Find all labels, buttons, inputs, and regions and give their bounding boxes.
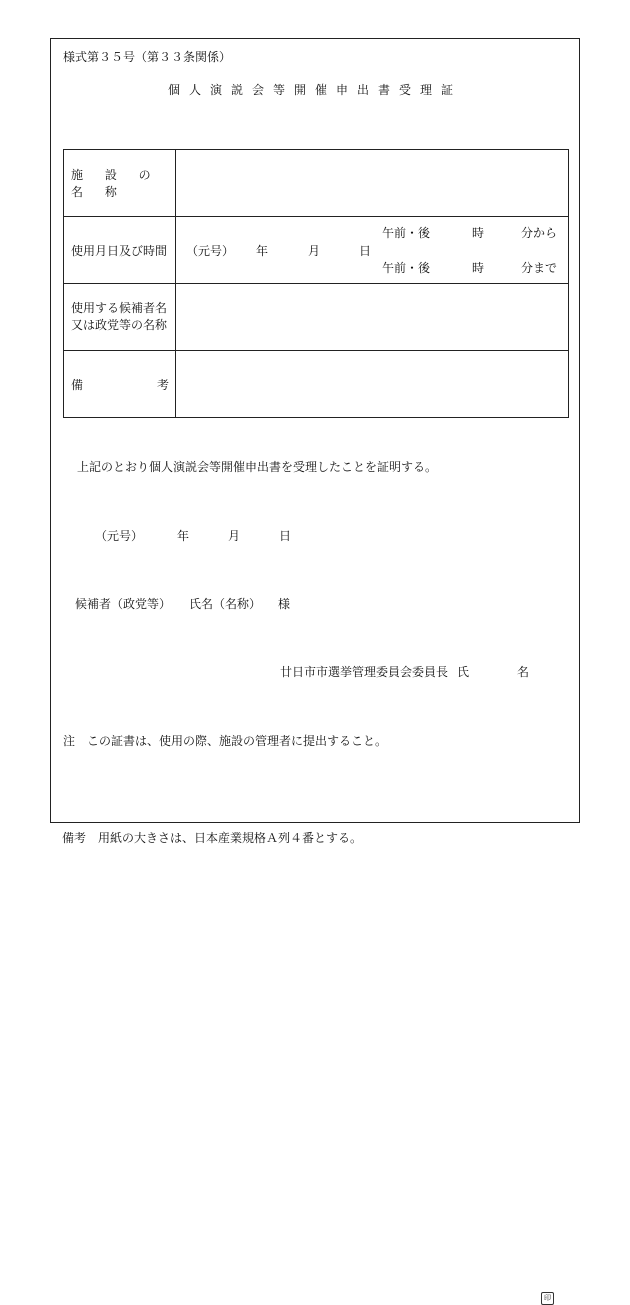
issue-day: 日: [279, 529, 292, 543]
remarks-row: [64, 351, 569, 418]
remarks-label-b: 考: [156, 377, 169, 392]
ampm-end: 午前・後: [382, 261, 431, 275]
chair-title: 廿日市市選挙管理委員会委員長: [280, 665, 449, 679]
hour-end: 時: [472, 261, 485, 275]
facility-label: 施 設 の 名 称: [64, 150, 176, 217]
month-label: 月: [308, 244, 321, 258]
candidate-party-label: 候補者（政党等）: [75, 597, 172, 611]
minute-from: 分から: [521, 226, 558, 240]
issue-year: 年: [177, 529, 190, 543]
facility-row: [64, 150, 569, 217]
day-label: 日: [359, 244, 372, 258]
document-title: 個人演説会等開催申出書受理証: [167, 83, 462, 97]
candidate-row: [64, 284, 569, 351]
minute-until: 分まで: [521, 261, 558, 275]
candidate-label-line1: 使用する候補者名: [71, 301, 168, 315]
candidate-label-line2: 又は政党等の名称: [71, 318, 168, 332]
info-table: [63, 149, 569, 418]
seal-icon: 印: [541, 1292, 554, 1305]
candidate-value: [176, 284, 569, 351]
facility-value: [176, 150, 569, 217]
remarks-label: [64, 351, 176, 418]
issue-month: 月: [228, 529, 241, 543]
year-label: 年: [256, 244, 269, 258]
ampm-start: 午前・後: [382, 226, 431, 240]
chair-mei: 名: [517, 665, 530, 679]
note-text: 注 この証書は、使用の際、施設の管理者に提出すること。: [63, 734, 388, 748]
datetime-label: 使用月日及び時間: [64, 217, 176, 284]
datetime-row: [64, 217, 569, 284]
name-label: 氏名（名称）: [189, 597, 262, 611]
form-number: 様式第３５号（第３３条関係）: [63, 50, 232, 64]
remarks-label-a: 備: [71, 377, 84, 392]
candidate-label: [64, 284, 176, 351]
footer-remark: 備考 用紙の大きさは、日本産業規格Ａ列４番とする。: [62, 831, 363, 845]
honorific: 様: [278, 597, 291, 611]
remarks-value: [176, 351, 569, 418]
hour-start: 時: [472, 226, 485, 240]
issue-era: （元号）: [95, 529, 144, 543]
chair-shi: 氏: [457, 665, 470, 679]
certification-text: 上記のとおり個人演説会等開催申出書を受理したことを証明する。: [77, 460, 438, 474]
datetime-value: [176, 217, 569, 284]
era-placeholder: （元号）: [186, 244, 235, 258]
